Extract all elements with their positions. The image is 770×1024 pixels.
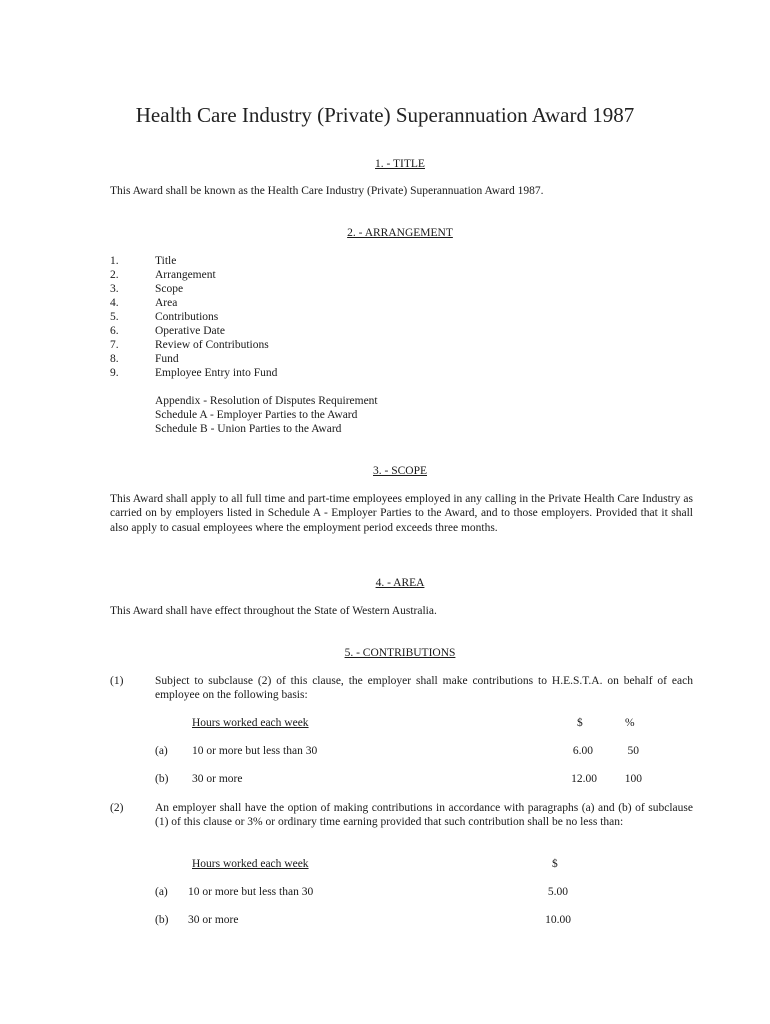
list-item-label: Employee Entry into Fund xyxy=(155,367,278,379)
list-item-number: 3. xyxy=(110,283,119,295)
section-contributions-heading: 5. - CONTRIBUTIONS xyxy=(344,647,456,659)
document-title: Health Care Industry (Private) Superannuation Award 1987 xyxy=(135,103,635,127)
section-scope-text: This Award shall apply to all full time and part-time employees employed in any calling in the Private Health Care Industry as carried on by employers listed in Schedule A - Employer Parties to the Award, and to those employers. Provided that it shall also apply to casual employees where the employment period exceeds three months. xyxy=(110,493,693,534)
table-row-hours: 30 or more xyxy=(188,914,239,926)
table-row-dollars: 12.00 xyxy=(571,773,597,785)
section-area-text: This Award shall have effect throughout the State of Western Australia. xyxy=(110,605,437,617)
table-row-letter: (a) xyxy=(155,886,168,898)
list-item-number: 2. xyxy=(110,269,119,281)
table-header-dollars: $ xyxy=(577,717,583,729)
table-header-percent: % xyxy=(625,717,635,729)
list-item-number: 1. xyxy=(110,255,119,267)
list-item-label: Area xyxy=(155,297,178,309)
list-item-number: 4. xyxy=(110,297,119,309)
section-arrangement-heading: 2. - ARRANGEMENT xyxy=(347,227,453,239)
table-row-letter: (a) xyxy=(155,745,168,757)
schedule-item: Schedule A - Employer Parties to the Award xyxy=(155,409,358,421)
schedule-item: Schedule B - Union Parties to the Award xyxy=(155,423,342,435)
list-item-label: Fund xyxy=(155,353,179,365)
table-row-percent: 50 xyxy=(627,745,639,757)
table-header-hours: Hours worked each week xyxy=(192,717,309,729)
section-title-text: This Award shall be known as the Health Care Industry (Private) Superannuation Award 1987. xyxy=(110,185,544,197)
section-title-heading: 1. - TITLE xyxy=(375,158,425,170)
list-item-label: Operative Date xyxy=(155,325,225,337)
table-row-hours: 10 or more but less than 30 xyxy=(192,745,318,757)
appendix-item: Appendix - Resolution of Disputes Requirement xyxy=(155,395,378,407)
table-row-hours: 10 or more but less than 30 xyxy=(188,886,314,898)
list-item-label: Contributions xyxy=(155,311,219,323)
subclause-number: (1) xyxy=(110,675,124,687)
list-item-number: 7. xyxy=(110,339,119,351)
table-row-letter: (b) xyxy=(155,914,169,926)
subclause-1-text: Subject to subclause (2) of this clause, the employer shall make contributions to H.E.S.T.A. on behalf of each employee on the following basis: xyxy=(155,675,693,702)
list-item-label: Arrangement xyxy=(155,269,216,281)
table-row-dollars: 10.00 xyxy=(545,914,571,926)
list-item-number: 6. xyxy=(110,325,119,337)
list-item-number: 9. xyxy=(110,367,119,379)
list-item-number: 5. xyxy=(110,311,119,323)
table-row-dollars: 6.00 xyxy=(572,745,593,757)
table-row-hours: 30 or more xyxy=(192,773,243,785)
list-item-label: Title xyxy=(155,255,177,267)
subclause-2-text: An employer shall have the option of making contributions in accordance with paragraphs (a) and (b) of subclause (1) of this clause or 3% or ordinary time earning provided that such contribution shall be no less than: xyxy=(155,802,693,829)
list-item-label: Review of Contributions xyxy=(155,339,269,351)
table-row-dollars: 5.00 xyxy=(547,886,568,898)
table-row-percent: 100 xyxy=(624,773,642,785)
table-row-letter: (b) xyxy=(155,773,169,785)
subclause-number: (2) xyxy=(110,802,124,814)
table-header-dollars: $ xyxy=(552,858,558,870)
list-item-label: Scope xyxy=(155,283,184,295)
list-item-number: 8. xyxy=(110,353,119,365)
section-area-heading: 4. - AREA xyxy=(375,577,425,589)
section-scope-heading: 3. - SCOPE xyxy=(373,465,427,477)
table-header-hours: Hours worked each week xyxy=(192,858,309,870)
